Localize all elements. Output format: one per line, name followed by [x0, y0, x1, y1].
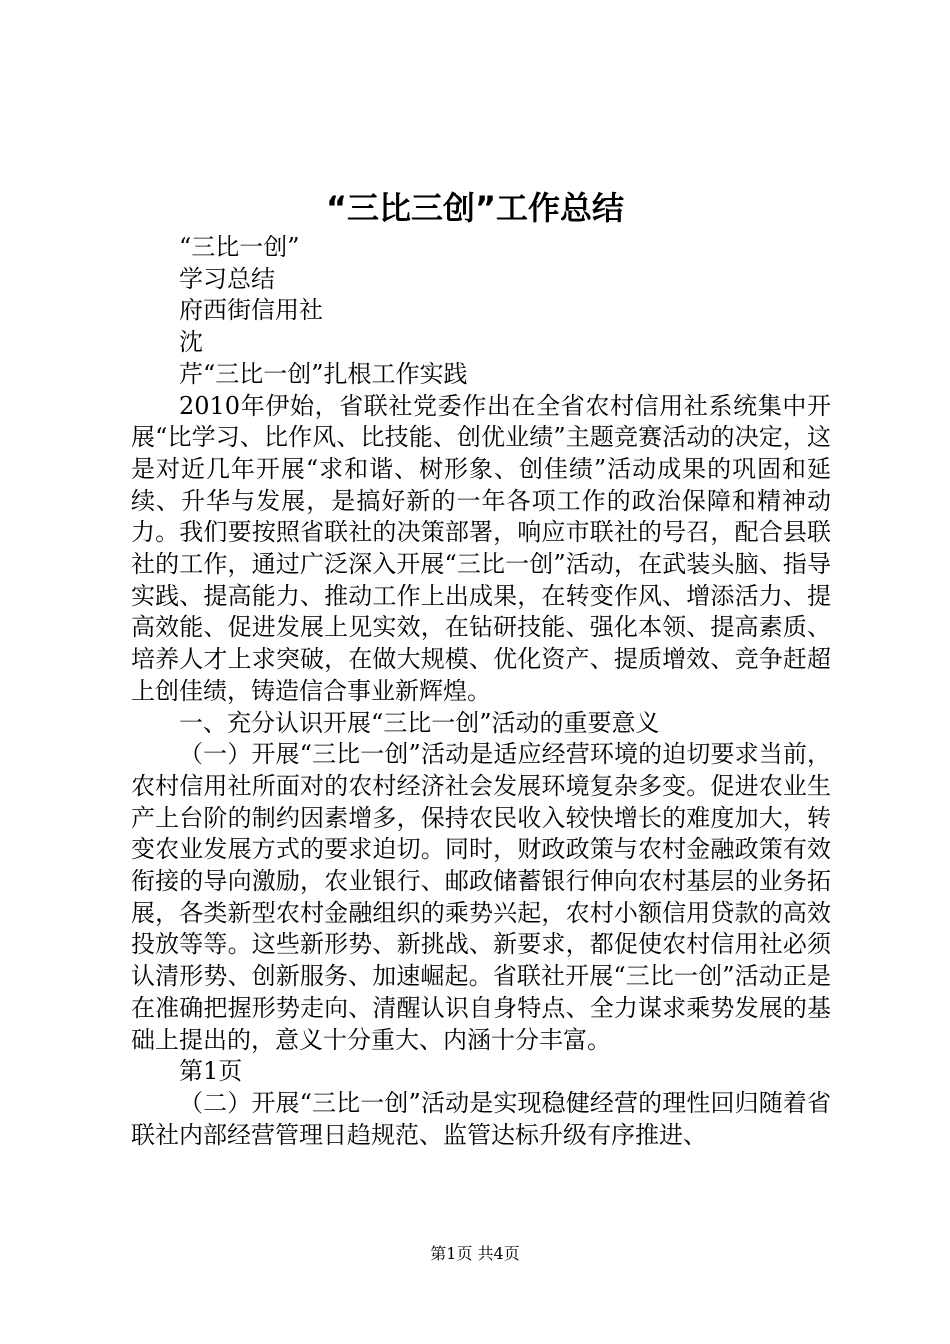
heading-line: 芹“三比一创”扎根工作实践 — [179, 359, 468, 388]
document-title: “三比三创”工作总结 — [325, 189, 625, 227]
body-paragraph: 2010年伊始，省联社党委作出在全省农村信用社系统集中开展“比学习、比作风、比技能、创优业绩”主题竞赛活动的决定，这是对近几年开展“求和谐、树形象、创佳绩”活动成果的巩固和延续、升华与发展，是搞好新的一年各项工作的政治保障和精神动力。我们要按照省联社的决策部署，响应市联社的号召，配合县联社的工作，通过广泛深入开展“三比一创”活动，在武装头脑、指导实践、提高能力、推动工作上出成果，在转变作风、增添活力、提高效能、促进发展上见实效，在钻研技能、强化本领、提高素质、培养人才上求突破，在做大规模、优化资产、提质增效、竞争赶超上创佳绩，铸造信合事业新辉煌。 — [131, 391, 831, 705]
subtitle-line: 学习总结 — [179, 264, 275, 293]
page-footer: 第1页 共4页 — [430, 1244, 520, 1263]
inline-page-marker: 第1页 — [179, 1057, 243, 1086]
author-name-part: 沈 — [179, 328, 203, 357]
section-heading: 一、充分认识开展“三比一创”活动的重要意义 — [179, 708, 660, 737]
body-paragraph: （一）开展“三比一创”活动是适应经营环境的迫切要求当前，农村信用社所面对的农村经济社会发展环境复杂多变。促进农业生产上台阶的制约因素增多，保持农民收入较快增长的难度加大，转变农业发展方式的要求迫切。同时，财政政策与农村金融政策有效衔接的导向激励，农业银行、邮政储蓄银行伸向农村基层的业务拓展，各类新型农村金融组织的乘势兴起，农村小额信用贷款的高效投放等等。这些新形势、新挑战、新要求，都促使农村信用社必须认清形势、创新服务、加速崛起。省联社开展“三比一创”活动正是在准确把握形势走向、清醒认识自身特点、全力谋求乘势发展的基础上提出的，意义十分重大、内涵十分丰富。 — [131, 740, 831, 1054]
document-body — [131, 232, 831, 1151]
body-paragraph: （二）开展“三比一创”活动是实现稳健经营的理性回归随着省联社内部经营管理日趋规范、监管达标升级有序推进、 — [131, 1088, 831, 1149]
author-org: 府西街信用社 — [179, 296, 323, 325]
subtitle-line: “三比一创” — [179, 233, 300, 261]
